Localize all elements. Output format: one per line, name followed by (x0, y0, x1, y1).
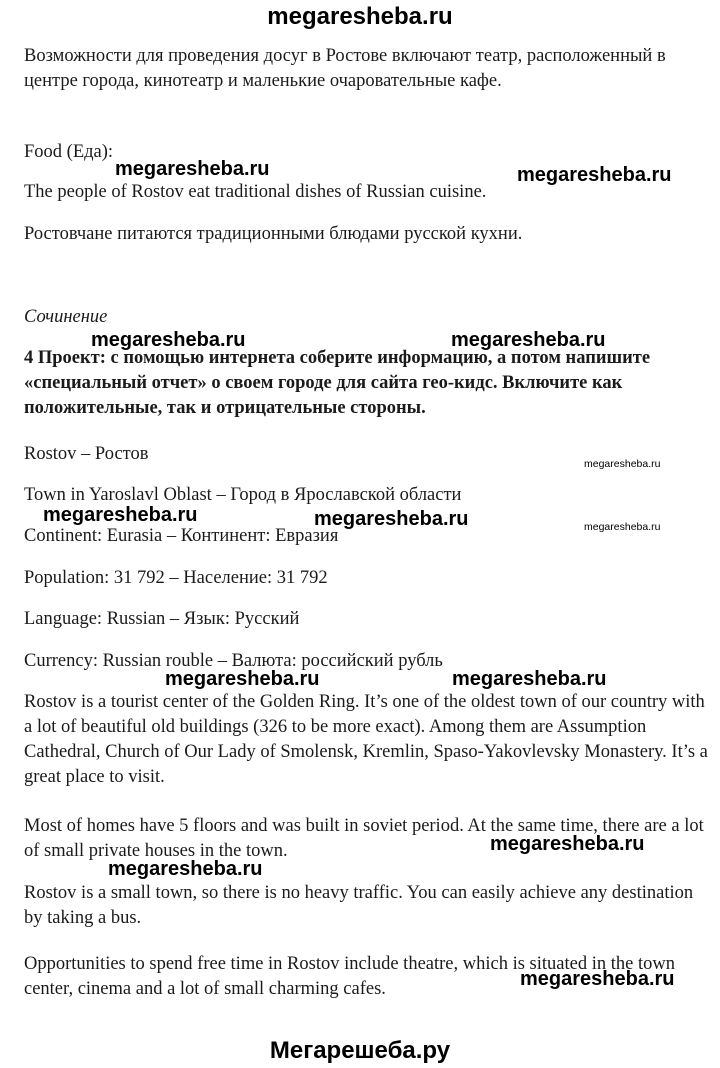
paragraph-traffic: Rostov is a small town, so there is no heavy traffic. You can easily achieve any destination by taking a bus. (24, 883, 694, 928)
watermark: megaresheba.ru (314, 508, 469, 530)
paragraph-food-ru: Ростовчане питаются традиционными блюдами русской кухни. (24, 224, 523, 244)
info-population: Population: 31 792 – Население: 31 792 (24, 568, 328, 588)
info-language: Language: Russian – Язык: Русский (24, 609, 300, 629)
page-header-title: megaresheba.ru (267, 3, 453, 30)
info-continent: Continent: Eurasia – Континент: Евразия (24, 526, 339, 546)
info-currency: Currency: Russian rouble – Валюта: российский рубль (24, 651, 443, 671)
paragraph-food-en: The people of Rostov eat traditional dishes of Russian cuisine. (24, 182, 487, 202)
task-heading: 4 Проект: с помощью интернета соберите информацию, а потом напишите «специальный отчет» о своем городе для сайта гео-кидс. Включите как положительные, так и отрицательные стороны. (24, 348, 651, 418)
paragraph-homes: Most of homes have 5 floors and was built in soviet period. At the same time, there are a lot of small private houses in the town. (24, 816, 704, 861)
watermark: megaresheba.ru (517, 164, 672, 186)
watermark: megaresheba.ru (108, 858, 263, 880)
paragraph-opportunities: Opportunities to spend free time in Rostov include theatre, which is situated in the town center, cinema and a lot of small charming cafes. (24, 954, 675, 999)
watermark: megaresheba.ru (520, 968, 675, 990)
paragraph-tourist: Rostov is a tourist center of the Golden Ring. It’s one of the oldest town of our country with a lot of beautiful old buildings (326 to be more exact). Among them are Assumption Cathedral, Church of Our Lady of Smolensk, Kremlin, Spaso-Yakovlevsky Monastery. It’s a great place to visit. (24, 692, 708, 787)
watermark: megaresheba.ru (43, 504, 198, 526)
watermark: megaresheba.ru (165, 668, 320, 690)
watermark: megaresheba.ru (490, 833, 645, 855)
page-footer-title: Мегарешеба.ру (269, 1037, 451, 1064)
info-rostov: Rostov – Ростов (24, 444, 149, 464)
watermark: megaresheba.ru (451, 329, 606, 351)
food-label: Food (Еда): (24, 142, 114, 162)
watermark-small: megaresheba.ru (584, 458, 661, 470)
essay-label: Сочинение (24, 307, 108, 327)
watermark-small: megaresheba.ru (584, 521, 661, 533)
watermark: megaresheba.ru (452, 668, 607, 690)
watermark: megaresheba.ru (115, 158, 270, 180)
paragraph-ru-leisure: Возможности для проведения досуг в Ростове включают театр, расположенный в центре города, кинотеатр и маленькие очаровательные кафе. (24, 46, 666, 91)
watermark: megaresheba.ru (91, 329, 246, 351)
info-town: Town in Yaroslavl Oblast – Город в Ярославской области (24, 485, 462, 505)
